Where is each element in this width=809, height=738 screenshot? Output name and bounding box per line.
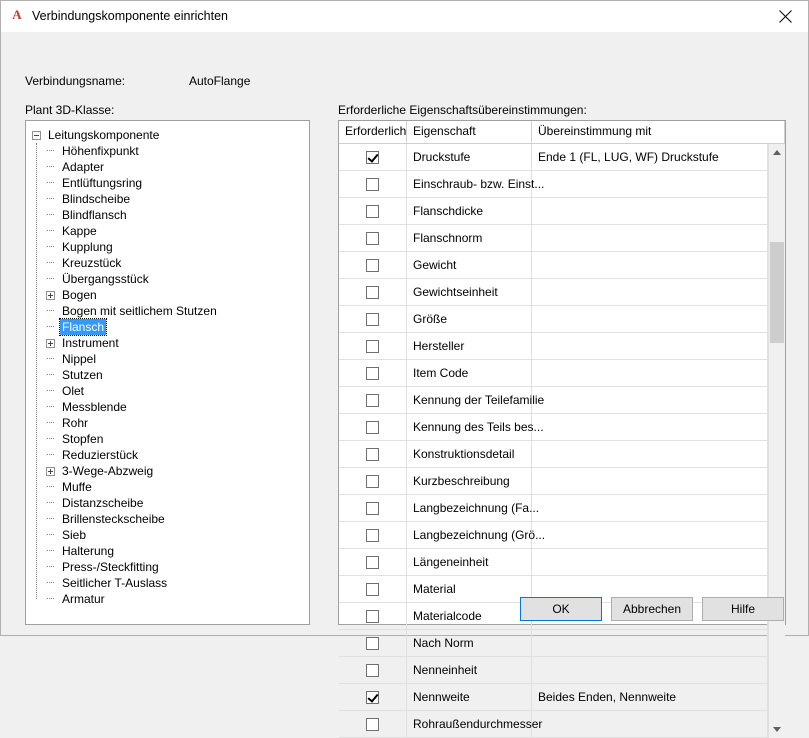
- table-row[interactable]: [339, 495, 768, 522]
- required-cell[interactable]: [339, 684, 407, 710]
- tree-item-label: Flansch: [62, 320, 105, 334]
- tree-leaf-connector-icon: [46, 415, 55, 431]
- table-row[interactable]: [339, 333, 768, 360]
- required-cell[interactable]: [339, 279, 407, 305]
- tree-expand-icon[interactable]: [46, 467, 55, 476]
- tree-item-label: Armatur: [62, 592, 105, 606]
- required-cell[interactable]: [339, 414, 407, 440]
- tree-leaf-connector-icon: [46, 399, 55, 415]
- tree-item-label: Höhenfixpunkt: [62, 144, 139, 158]
- title-bar: [1, 1, 808, 32]
- match-cell[interactable]: [532, 711, 768, 737]
- table-row[interactable]: [339, 360, 768, 387]
- plant3d-class-label: Plant 3D-Klasse:: [25, 103, 115, 117]
- tree-item-label: Olet: [62, 384, 85, 398]
- property-cell: Einschraub- bzw. Einst...: [407, 171, 532, 197]
- property-cell: Nennweite: [407, 684, 532, 710]
- tree-item-label: Kappe: [62, 224, 97, 238]
- match-cell[interactable]: Beides Enden, Nennweite: [532, 684, 768, 710]
- tree-item-label: Adapter: [62, 160, 105, 174]
- tree-item-label: Rohr: [62, 416, 89, 430]
- checkbox-checked-icon[interactable]: [366, 151, 379, 164]
- tree-leaf-connector-icon: [46, 271, 55, 287]
- help-button[interactable]: Hilfe: [702, 597, 784, 621]
- table-row[interactable]: [339, 549, 768, 576]
- required-cell[interactable]: [339, 549, 407, 575]
- tree-leaf-connector-icon: [46, 495, 55, 511]
- tree-item[interactable]: [32, 159, 305, 175]
- window-title: Verbindungskomponente einrichten: [32, 9, 228, 23]
- tree-item[interactable]: [32, 383, 305, 399]
- match-cell[interactable]: [532, 495, 768, 521]
- tree-item[interactable]: [32, 559, 305, 575]
- tree-item-label: Bogen mit seitlichem Stutzen: [62, 304, 217, 318]
- grid-header-property[interactable]: Eigenschaft: [407, 121, 532, 143]
- tree-item-label: Blindscheibe: [62, 192, 131, 206]
- tree-item[interactable]: [32, 351, 305, 367]
- tree-leaf-connector-icon: [46, 431, 55, 447]
- match-cell[interactable]: [532, 387, 768, 413]
- scroll-down-arrow-icon[interactable]: [769, 721, 785, 738]
- tree-item-label: Blindflansch: [62, 208, 127, 222]
- checkbox-unchecked-icon[interactable]: [366, 421, 379, 434]
- property-cell: Materialcode: [407, 603, 532, 629]
- connection-name-label: Verbindungsname:: [25, 74, 126, 88]
- tree-leaf-connector-icon: [46, 319, 55, 335]
- match-cell[interactable]: [532, 225, 768, 251]
- required-cell[interactable]: [339, 711, 407, 737]
- table-row[interactable]: [339, 414, 768, 441]
- tree-item[interactable]: [32, 207, 305, 223]
- grid-header-row: [339, 121, 785, 144]
- tree-item-label: Sieb: [62, 528, 87, 542]
- tree-item-label: Brillensteckscheibe: [62, 512, 165, 526]
- checkbox-unchecked-icon[interactable]: [366, 718, 379, 731]
- required-cell[interactable]: [339, 360, 407, 386]
- checkbox-unchecked-icon[interactable]: [366, 502, 379, 515]
- tree-item-label: Stutzen: [62, 368, 103, 382]
- tree-item-label: Messblende: [62, 400, 127, 414]
- tree-leaf-connector-icon: [46, 383, 55, 399]
- match-cell[interactable]: [532, 630, 768, 656]
- tree-item[interactable]: [32, 191, 305, 207]
- tree-leaf-connector-icon: [46, 159, 55, 175]
- required-cell[interactable]: [339, 306, 407, 332]
- tree-item[interactable]: [32, 575, 305, 591]
- tree-item-label: Stopfen: [62, 432, 104, 446]
- property-cell: Nach Norm: [407, 630, 532, 656]
- match-cell[interactable]: [532, 441, 768, 467]
- grid-body: [339, 144, 785, 738]
- checkbox-unchecked-icon[interactable]: [366, 475, 379, 488]
- tree-item-label: Kupplung: [62, 240, 113, 254]
- property-cell: Kennung der Teilefamilie: [407, 387, 532, 413]
- tree-leaf-connector-icon: [46, 367, 55, 383]
- tree-item[interactable]: [32, 367, 305, 383]
- tree-leaf-connector-icon: [46, 511, 55, 527]
- tree-leaf-connector-icon: [46, 239, 55, 255]
- tree-leaf-connector-icon: [46, 255, 55, 271]
- tree-expand-icon[interactable]: [46, 291, 55, 300]
- table-row[interactable]: [339, 279, 768, 306]
- property-cell: Item Code: [407, 360, 532, 386]
- required-cell[interactable]: [339, 522, 407, 548]
- property-cell: Flanschnorm: [407, 225, 532, 251]
- tree-item-label: 3-Wege-Abzweig: [62, 464, 154, 478]
- property-cell: Konstruktionsdetail: [407, 441, 532, 467]
- tree-item[interactable]: [32, 143, 305, 159]
- match-cell[interactable]: [532, 252, 768, 278]
- required-cell[interactable]: [339, 171, 407, 197]
- property-cell: Kurzbeschreibung: [407, 468, 532, 494]
- tree-item[interactable]: [32, 415, 305, 431]
- close-icon[interactable]: [763, 1, 808, 31]
- tree-leaf-connector-icon: [46, 559, 55, 575]
- dialog-button-row: [520, 597, 784, 621]
- tree-leaf-connector-icon: [46, 207, 55, 223]
- table-row[interactable]: [339, 630, 768, 657]
- property-cell: Flanschdicke: [407, 198, 532, 224]
- tree-item[interactable]: [32, 511, 305, 527]
- tree-item[interactable]: [32, 543, 305, 559]
- tree-item[interactable]: [32, 239, 305, 255]
- checkbox-unchecked-icon[interactable]: [366, 664, 379, 677]
- property-cell: Langbezeichnung (Fa...: [407, 495, 532, 521]
- table-row[interactable]: [339, 522, 768, 549]
- checkbox-unchecked-icon[interactable]: [366, 394, 379, 407]
- checkbox-unchecked-icon[interactable]: [366, 610, 379, 623]
- table-row[interactable]: [339, 306, 768, 333]
- match-cell[interactable]: [532, 306, 768, 332]
- checkbox-unchecked-icon[interactable]: [366, 583, 379, 596]
- tree-leaf-connector-icon: [46, 447, 55, 463]
- required-cell[interactable]: [339, 387, 407, 413]
- tree-item-label: Distanzscheibe: [62, 496, 144, 510]
- tree-item[interactable]: [32, 127, 305, 143]
- tree-item[interactable]: [32, 303, 305, 319]
- grid-header-required[interactable]: Erforderlich: [339, 121, 407, 143]
- grid-header-match[interactable]: Übereinstimmung mit: [532, 121, 785, 143]
- tree-item-label: Press-/Steckfitting: [62, 560, 159, 574]
- table-row[interactable]: [339, 171, 768, 198]
- tree-item[interactable]: [32, 319, 305, 335]
- tree-leaf-connector-icon: [46, 543, 55, 559]
- tree-connector-line: [36, 143, 37, 599]
- tree-item[interactable]: [32, 223, 305, 239]
- tree-item[interactable]: [32, 431, 305, 447]
- tree-item-label: Halterung: [62, 544, 115, 558]
- tree-item[interactable]: [32, 335, 305, 351]
- checkbox-unchecked-icon[interactable]: [366, 637, 379, 650]
- required-cell[interactable]: [339, 333, 407, 359]
- grid-vertical-scrollbar[interactable]: [768, 144, 785, 738]
- property-match-grid[interactable]: [338, 120, 786, 731]
- match-cell[interactable]: [532, 522, 768, 548]
- tree-item-label: Übergangsstück: [62, 272, 149, 286]
- tree-item[interactable]: [32, 447, 305, 463]
- property-matches-label: Erforderliche Eigenschaftsübereinstimmungen:: [338, 103, 587, 117]
- required-cell[interactable]: [339, 252, 407, 278]
- property-cell: Längeneinheit: [407, 549, 532, 575]
- required-cell[interactable]: [339, 495, 407, 521]
- tree-item[interactable]: [32, 175, 305, 191]
- tree-item[interactable]: [32, 287, 305, 303]
- checkbox-unchecked-icon[interactable]: [366, 367, 379, 380]
- grid-rows-container: [339, 144, 768, 738]
- table-row[interactable]: [339, 468, 768, 495]
- checkbox-unchecked-icon[interactable]: [366, 340, 379, 353]
- match-cell[interactable]: Ende 1 (FL, LUG, WF) Druckstufe: [532, 144, 768, 170]
- table-row[interactable]: [339, 252, 768, 279]
- autocad-a-icon: A: [12, 7, 22, 22]
- tree-leaf-connector-icon: [46, 191, 55, 207]
- table-row[interactable]: [339, 144, 768, 171]
- required-cell[interactable]: [339, 144, 407, 170]
- tree-leaf-connector-icon: [46, 143, 55, 159]
- table-row[interactable]: [339, 441, 768, 468]
- tree-leaf-connector-icon: [46, 591, 55, 607]
- tree-leaf-connector-icon: [46, 223, 55, 239]
- match-cell[interactable]: [532, 198, 768, 224]
- property-cell: Kennung des Teils bes...: [407, 414, 532, 440]
- cancel-button[interactable]: Abbrechen: [611, 597, 693, 621]
- tree-leaf-connector-icon: [46, 351, 55, 367]
- checkbox-unchecked-icon[interactable]: [366, 556, 379, 569]
- ok-button[interactable]: OK: [520, 597, 602, 621]
- tree-collapse-icon[interactable]: [32, 131, 41, 140]
- match-cell[interactable]: [532, 279, 768, 305]
- table-row[interactable]: [339, 225, 768, 252]
- match-cell[interactable]: [532, 333, 768, 359]
- checkbox-unchecked-icon[interactable]: [366, 259, 379, 272]
- property-cell: Gewichtseinheit: [407, 279, 532, 305]
- required-cell[interactable]: [339, 576, 407, 602]
- required-cell[interactable]: [339, 225, 407, 251]
- tree-leaf-connector-icon: [46, 575, 55, 591]
- tree-item-label: Reduzierstück: [62, 448, 139, 462]
- tree-items-container: [26, 121, 309, 611]
- checkbox-checked-icon[interactable]: [366, 691, 379, 704]
- checkbox-unchecked-icon[interactable]: [366, 232, 379, 245]
- table-row[interactable]: [339, 387, 768, 414]
- tree-item-label: Muffe: [62, 480, 92, 494]
- tree-item-label: Leitungskomponente: [48, 128, 160, 142]
- checkbox-unchecked-icon[interactable]: [366, 313, 379, 326]
- checkbox-unchecked-icon[interactable]: [366, 286, 379, 299]
- tree-item[interactable]: [32, 527, 305, 543]
- tree-item[interactable]: [32, 495, 305, 511]
- tree-item[interactable]: [32, 399, 305, 415]
- required-cell[interactable]: [339, 657, 407, 683]
- tree-item[interactable]: [32, 463, 305, 479]
- tree-item-label: Nippel: [62, 352, 97, 366]
- dialog-body: [1, 32, 808, 731]
- checkbox-unchecked-icon[interactable]: [366, 178, 379, 191]
- table-row[interactable]: [339, 684, 768, 711]
- match-cell[interactable]: [532, 414, 768, 440]
- required-cell[interactable]: [339, 468, 407, 494]
- checkbox-unchecked-icon[interactable]: [366, 529, 379, 542]
- match-cell[interactable]: [532, 549, 768, 575]
- tree-item[interactable]: [32, 255, 305, 271]
- required-cell[interactable]: [339, 630, 407, 656]
- tree-item-label: Instrument: [62, 336, 119, 350]
- property-cell: Material: [407, 576, 532, 602]
- match-cell[interactable]: [532, 360, 768, 386]
- tree-item[interactable]: [32, 591, 305, 607]
- property-cell: Nenneinheit: [407, 657, 532, 683]
- tree-expand-icon[interactable]: [46, 339, 55, 348]
- scrollbar-thumb[interactable]: [770, 242, 784, 343]
- required-cell[interactable]: [339, 198, 407, 224]
- tree-leaf-connector-icon: [46, 175, 55, 191]
- property-cell: Größe: [407, 306, 532, 332]
- required-cell[interactable]: [339, 603, 407, 629]
- table-row[interactable]: [339, 657, 768, 684]
- scroll-up-arrow-icon[interactable]: [769, 144, 785, 161]
- match-cell[interactable]: [532, 657, 768, 683]
- connection-name-value: AutoFlange: [189, 74, 251, 88]
- table-row[interactable]: [339, 711, 768, 738]
- tree-item-label: Entlüftungsring: [62, 176, 143, 190]
- tree-item-label: Seitlicher T-Auslass: [62, 576, 168, 590]
- required-cell[interactable]: [339, 441, 407, 467]
- checkbox-unchecked-icon[interactable]: [366, 448, 379, 461]
- property-cell: Langbezeichnung (Grö...: [407, 522, 532, 548]
- table-row[interactable]: [339, 198, 768, 225]
- match-cell[interactable]: [532, 468, 768, 494]
- checkbox-unchecked-icon[interactable]: [366, 205, 379, 218]
- tree-leaf-connector-icon: [46, 303, 55, 319]
- tree-leaf-connector-icon: [46, 479, 55, 495]
- tree-item[interactable]: [32, 479, 305, 495]
- tree-item-label: Bogen: [62, 288, 97, 302]
- property-cell: Druckstufe: [407, 144, 532, 170]
- match-cell[interactable]: [532, 171, 768, 197]
- tree-item-label: Kreuzstück: [62, 256, 122, 270]
- property-cell: Gewicht: [407, 252, 532, 278]
- property-cell: Hersteller: [407, 333, 532, 359]
- property-cell: Rohraußendurchmesser: [407, 711, 532, 737]
- tree-item[interactable]: [32, 271, 305, 287]
- tree-leaf-connector-icon: [46, 527, 55, 543]
- plant3d-class-tree[interactable]: [25, 120, 310, 625]
